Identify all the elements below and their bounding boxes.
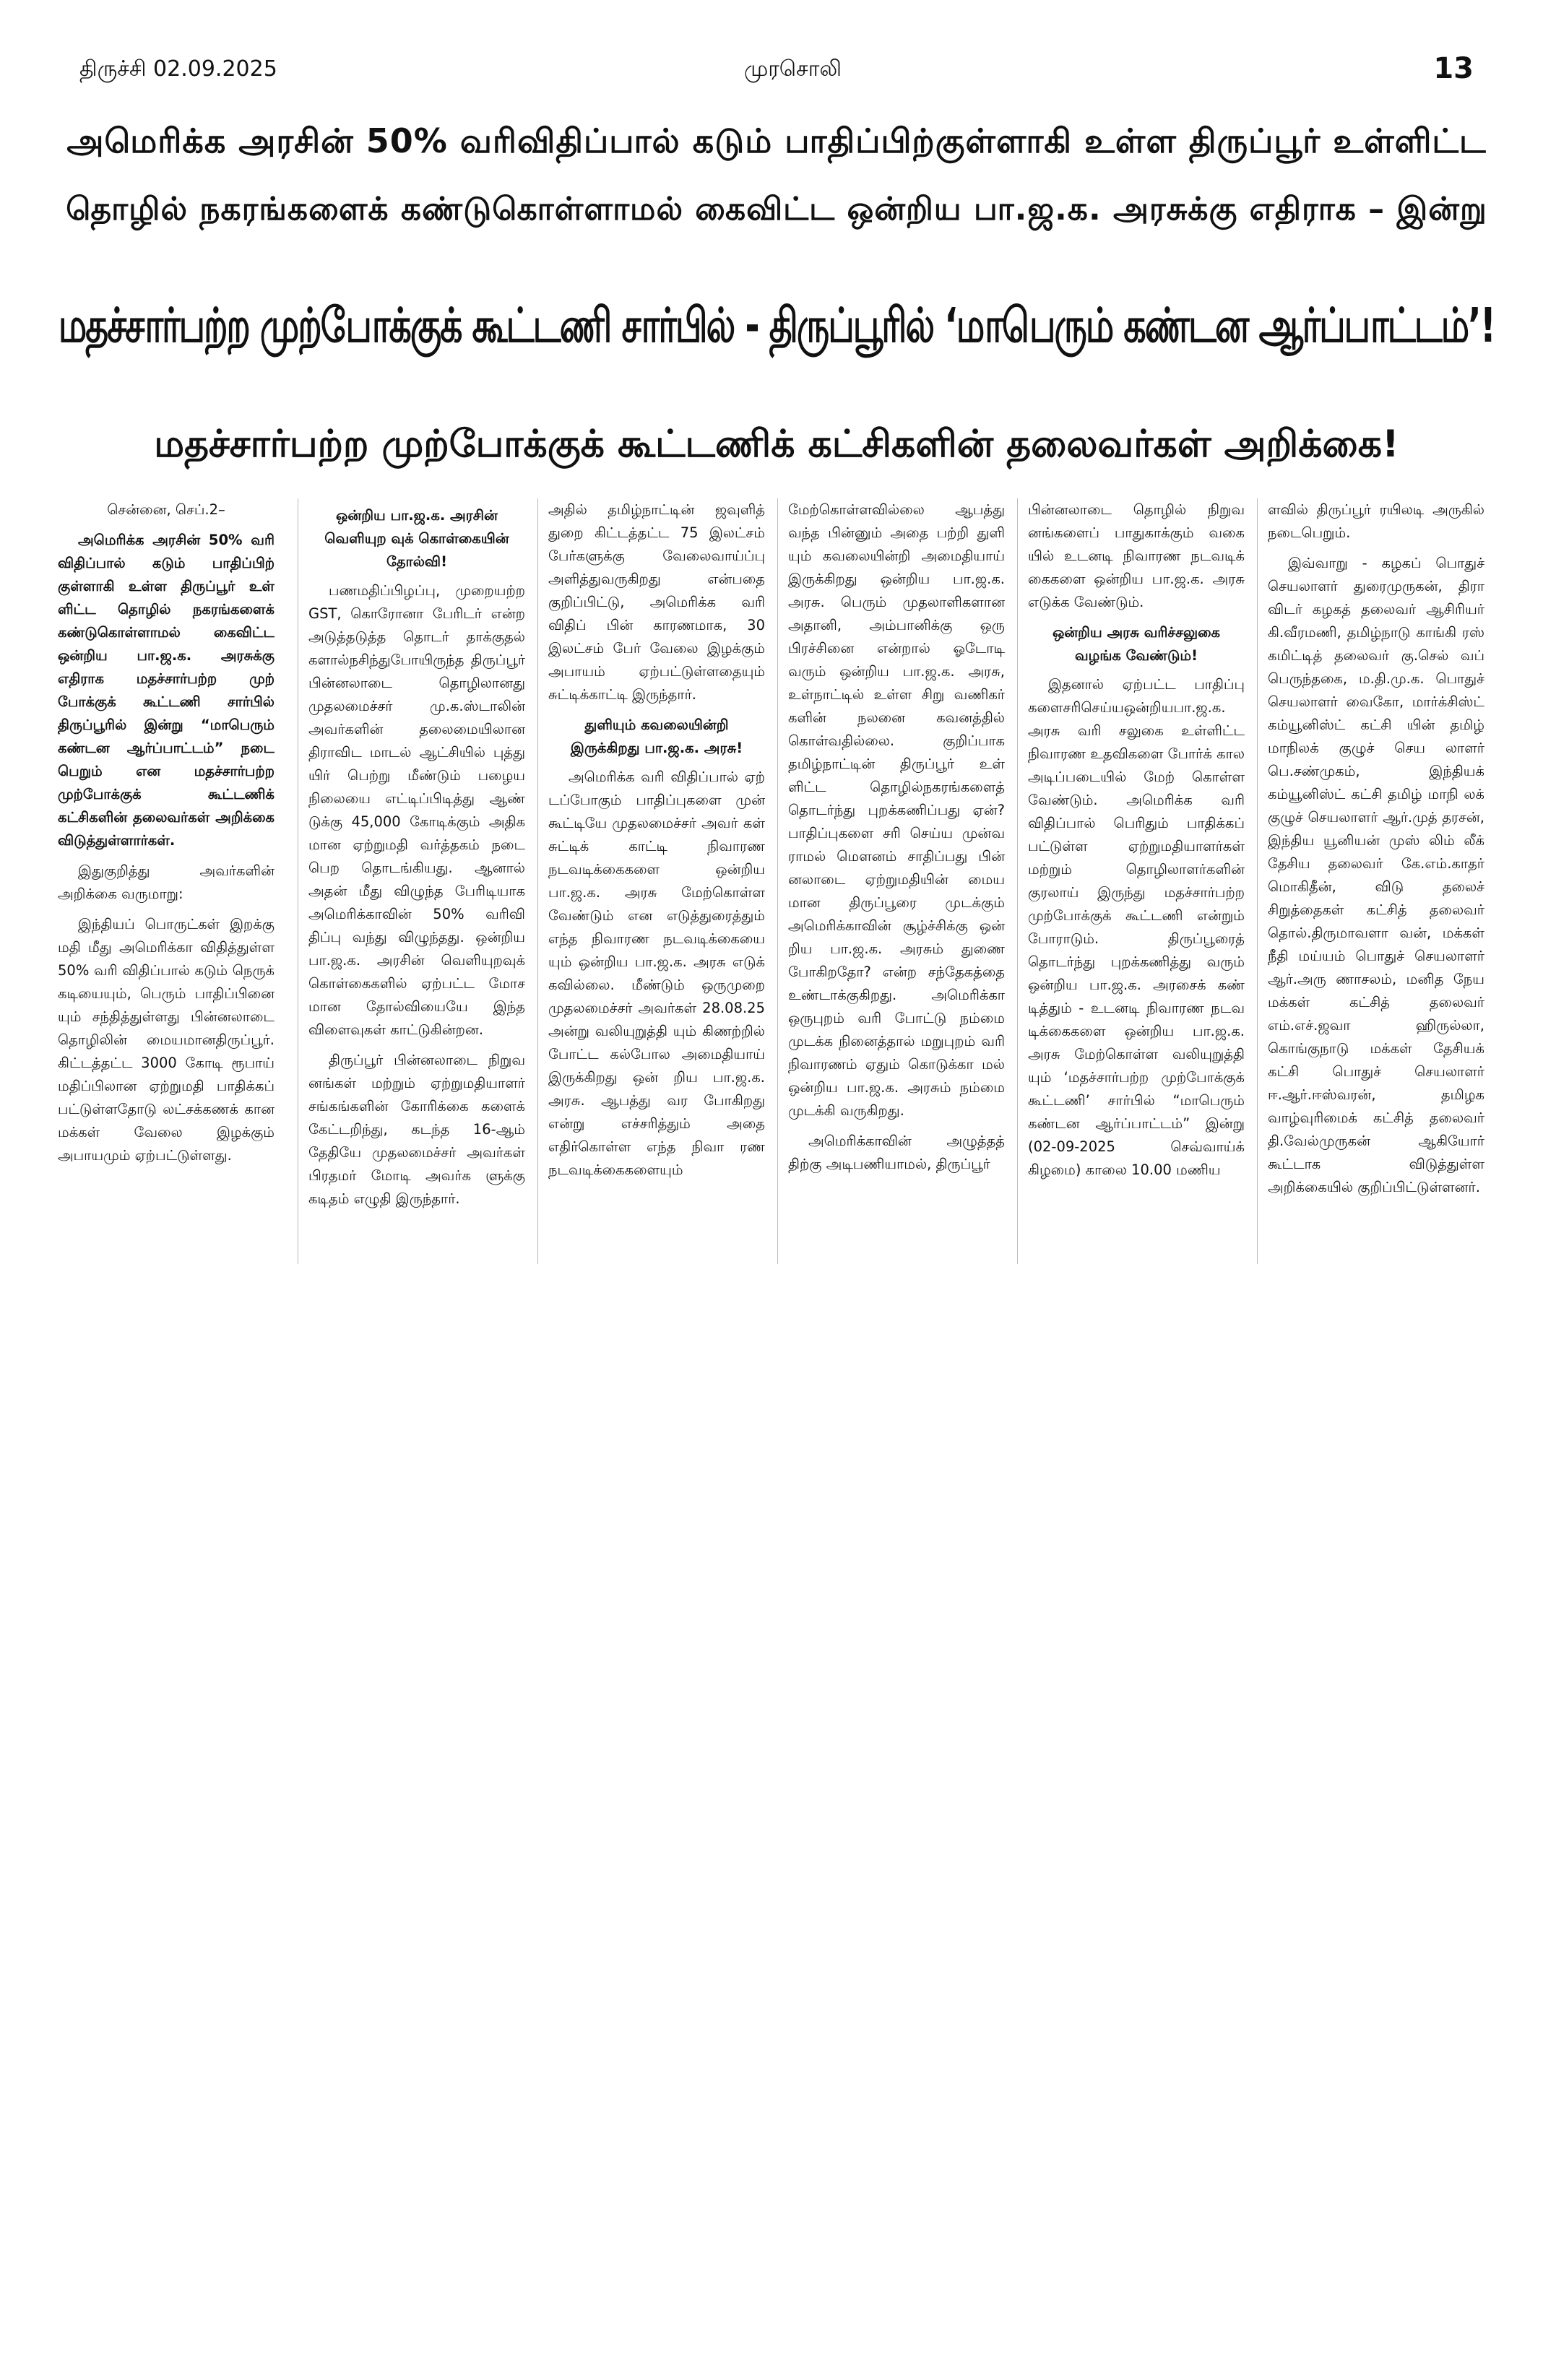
paper-name: முரசொலி: [744, 56, 842, 82]
masthead: [79, 52, 1474, 92]
paragraph: அதில் தமிழ்நாட்டின் ஜவுளித் துறை கிட்டத்தட்ட 75 இலட்சம் பேர்களுக்கு வேலைவாய்ப்பு அளித்துவருகிறது என்பதை குறிப்பிட்டு, அமெரிக்க வரி விதிப் பின் காரணமாக, 30 இலட்சம் பேர் வேலை இழக்கும் அபாயம் ஏற்பட்டுள்ளதையும் சுட்டிக்காட்டி இருந்தார்.: [548, 501, 765, 703]
page-number: 13: [1433, 52, 1474, 85]
subheadline: மதச்சார்பற்ற முற்போக்குக் கூட்டணிக் கட்சிகளின் தலைவர்கள் அறிக்கை!: [154, 423, 1399, 466]
paragraph: இதனால் ஏற்பட்ட பாதிப்பு களைசரிசெய்யஒன்றியபா.ஜ.க. அரசு வரி சலுகை உள்ளிட்ட நிவாரண உதவிகளை போர்க் கால அடிப்படையில் மேற் கொள்ள வேண்டும். அமெரிக்க வரி விதிப்பால் பெரிதும் பாதிக்கப் பட்டுள்ள ஏற்றுமதியாளர்கள் மற்றும் தொழிலாளர்களின் குரலாய் இருந்து மதச்சார்பற்ற முற்போக்குக் கூட்டணி என்றும் போராடும். திருப்பூரைத் தொடர்ந்து புறக்கணித்து வரும் ஒன்றிய பா.ஜ.க. அரசைக் கண் டித்தும் - உடனடி நிவாரண நடவ டிக்கைகளை ஒன்றிய பா.ஜ.க. அரசு மேற்கொள்ள வலியுறுத்தி யும் ‘மதச்சார்பற்ற முற்போக்குக் கூட்டணி’ சார்பில் “மாபெரும் கண்டன ஆர்ப்பாட்டம்” இன்று (02-09-2025 செவ்வாய்க் கிழமை) காலை 10.00 மணிய: [1028, 676, 1245, 1178]
article-column-1: [58, 498, 275, 1264]
headline-main: மதச்சார்பற்ற முற்போக்குக் கூட்டணி சார்பில் - திருப்பூரில் ‘மாபெரும் கண்டன ஆர்ப்பாட்டம்’!: [58, 298, 1495, 354]
article-body: [58, 498, 1495, 1264]
article-lead: அமெரிக்க அரசின் 50% வரி விதிப்பால் கடும் பாதிப்பிற் குள்ளாகி உள்ள திருப்பூர் உள் ளிட்ட தொழில் நகரங்களைக் கண்டுகொள்ளாமல் கைவிட்ட ஒன்றிய பா.ஜ.க. அரசுக்கு எதிராக மதச்சார்பற்ற முற் போக்குக் கூட்டணி சார்பில் திருப்பூரில் இன்று “மாபெரும் கண்டன ஆர்ப்பாட்டம்” நடை பெறும் என மதச்சார்பற்ற முற்போக்குக் கூட்டணிக் கட்சிகளின் தலைவர்கள் அறிக்கை விடுத்துள்ளார்கள்.: [58, 532, 275, 849]
paragraph: ளவில் திருப்பூர் ரயிலடி அருகில் நடைபெறும்.: [1268, 501, 1484, 541]
headline-line-2: தொழில் நகரங்களைக் கண்டுகொள்ளாமல் கைவிட்ட ஒன்றிய பா.ஜ.க. அரசுக்கு எதிராக – இன்று: [66, 191, 1487, 228]
section-subhead: துளியும் கவலையின்றி இருக்கிறது பா.ஜ.க. அரசு!: [570, 717, 743, 756]
paragraph: அமெரிக்க வரி விதிப்பால் ஏற் டப்போகும் பாதிப்புகளை முன் கூட்டியே முதலமைச்சர் அவர் கள் சுட்டிக் காட்டி நிவாரண நடவடிக்கைகளை ஒன்றிய பா.ஜ.க. அரசு மேற்கொள்ள வேண்டும் என எடுத்துரைத்தும் எந்த நிவாரண நடவடிக்கையை யும் ஒன்றிய பா.ஜ.க. அரசு எடுக் கவில்லை. மீண்டும் ஒருமுறை முதலமைச்சர் அவர்கள் 28.08.25 அன்று வலியுறுத்தி யும் கிணற்றில் போட்ட கல்போல அமைதியாய் இருக்கிறது ஒன் றிய பா.ஜ.க. அரசு. ஆபத்து வர போகிறது என்று எச்சரித்தும் அதை எதிர்கொள்ள எந்த நிவா ரண நடவடிக்கைகளையும்: [548, 769, 765, 1178]
headline-line-1: அமெரிக்க அரசின் 50% வரிவிதிப்பால் கடும் பாதிப்பிற்குள்ளாகி உள்ள திருப்பூர் உள்ளிட்ட: [66, 121, 1487, 160]
article-column-4: [777, 498, 1005, 1264]
paragraph: பின்னலாடை தொழில் நிறுவ னங்களைப் பாதுகாக்கும் வகை யில் உடனடி நிவாரண நடவடிக் கைகளை ஒன்றிய பா.ஜ.க. அரசு எடுக்க வேண்டும்.: [1028, 501, 1245, 610]
paragraph: மேற்கொள்ளவில்லை ஆபத்து வந்த பின்னும் அதை பற்றி துளி யும் கவலையின்றி அமைதியாய் இருக்கிறது ஒன்றிய பா.ஜ.க. அரசு. பெரும் முதலாளிகளான அதானி, அம்பானிக்கு ஒரு பிரச்சினை என்றால் ஓடோடி வரும் ஒன்றிய பா.ஜ.க. அரசு, உள்நாட்டில் உள்ள சிறு வணிகர் களின் நலனை கவனத்தில் கொள்வதில்லை. குறிப்பாக தமிழ்நாட்டின் திருப்பூர் உள் ளிட்ட தொழில்நகரங்களைத் தொடர்ந்து புறக்கணிப்பது ஏன்? பாதிப்புகளை சரி செய்ய முன்வ ராமல் மௌனம் சாதிப்பது பின் னலாடை ஏற்றுமதியின் மைய மான திருப்பூரை முடக்கும் அமெரிக்காவின் சூழ்ச்சிக்கு ஒன் றிய பா.ஜ.க. அரசும் துணை போகிறதோ? என்ற சந்தேகத்தை உண்டாக்குகிறது. அமெரிக்கா ஒருபுறம் வரி போட்டு நம்மை முடக்க நினைத்தால் மறுபுறம் வரி நிவாரணம் ஏதும் கொடுக்கா மல் ஒன்றிய பா.ஜ.க. அரசும் நம்மை முடக்கி வருகிறது.: [788, 501, 1005, 1119]
city-date: திருச்சி 02.09.2025: [79, 56, 277, 82]
article-column-3: [537, 498, 765, 1264]
paragraph: அமெரிக்காவின் அழுத்தத் திற்கு அடிபணியாமல், திருப்பூர்: [788, 1133, 1005, 1172]
paragraph: இவ்வாறு - கழகப் பொதுச் செயலாளர் துரைமுருகன், திரா விடர் கழகத் தலைவர் ஆசிரியர் கி.வீரமணி, தமிழ்நாடு காங்கி ரஸ் கமிட்டித் தலைவர் கு.செல் வப் பெருந்தகை, ம.தி.மு.க. பொதுச் செயலாளர் வைகோ, மார்க்சிஸ்ட் கம்யூனிஸ்ட் கட்சி யின் தமிழ் மாநிலக் குழுச் செய லாளர் பெ.சண்முகம், இந்தியக் கம்யூனிஸ்ட் கட்சி தமிழ் மாநி லக் குழுச் செயலாளர் ஆர்.முத் தரசன், இந்திய யூனியன் முஸ் லிம் லீக் தேசிய தலைவர் கே.எம்.காதர் மொகிதீன், விடு தலைச் சிறுத்தைகள் கட்சித் தலைவர் தொல்.திருமாவளா வன், மக்கள் நீதி மய்யம் பொதுச் செயலாளர் ஆர்.அரு ணாசலம், மனித நேய மக்கள் கட்சித் தலைவர் எம்.எச்.ஜவா ஹிருல்லா, கொங்குநாடு மக்கள் தேசியக் கட்சி பொதுச் செயலாளர் ஈ.ஆர்.ஈஸ்வரன், தமிழக வாழ்வுரிமைக் கட்சித் தலைவர் தி.வேல்முருகன் ஆகியோர் கூட்டாக விடுத்துள்ள அறிக்கையில் குறிப்பிட்டுள்ளனர்.: [1268, 555, 1484, 1195]
paragraph: பணமதிப்பிழப்பு, முறையற்ற GST, கொரோனா பேரிடர் என்ற அடுத்தடுத்த தொடர் தாக்குதல் களால்நசிந்துபோயிருந்த திருப்பூர் பின்னலாடை தொழிலானது முதலமைச்சர் மு.க.ஸ்டாலின் அவர்களின் தலைமையிலான திராவிட மாடல் ஆட்சியில் புத்து யிர் பெற்று மீண்டும் பழைய நிலையை எட்டிப்பிடித்து ஆண் டுக்கு 45,000 கோடிக்கும் அதிக மான ஏற்றுமதி வர்த்தகம் நடை பெற தொடங்கியது. ஆனால் அதன் மீது விழுந்த பேரிடியாக அமெரிக்காவின் 50% வரிவி திப்பு வந்து விழுந்தது. ஒன்றிய பா.ஜ.க. அரசின் வெளியுறவுக் கொள்கைகளில் ஏற்பட்ட மோச மான தோல்வியையே இந்த விளைவுகள் காட்டுகின்றன.: [308, 582, 525, 1038]
paragraph: திருப்பூர் பின்னலாடை நிறுவ னங்கள் மற்றும் ஏற்றுமதியாளர் சங்கங்களின் கோரிக்கை களைக் கேட்டறிந்து, கடந்த 16-ஆம் தேதியே முதலமைச்சர் அவர்கள் பிரதமர் மோடி அவர்க ளுக்கு கடிதம் எழுதி இருந்தார்.: [308, 1052, 525, 1207]
section-subhead: ஒன்றிய அரசு வரிச்சலுகை வழங்க வேண்டும்!: [1052, 624, 1221, 664]
article-column-6: [1257, 498, 1484, 1264]
paragraph: இதுகுறித்து அவர்களின் அறிக்கை வருமாறு:: [58, 862, 275, 902]
section-subhead: ஒன்றிய பா.ஜ.க. அரசின் வெளியுற வுக் கொள்கையின் தோல்வி!: [324, 507, 509, 570]
article-column-5: [1017, 498, 1245, 1264]
paragraph: இந்தியப் பொருட்கள் இறக்கு மதி மீது அமெரிக்கா விதித்துள்ள 50% வரி விதிப்பால் கடும் நெருக் கடியையும், பெரும் பாதிப்பினை யும் சந்தித்துள்ளது பின்னலாடை தொழிலின் மையமானதிருப்பூர். கிட்டத்தட்ட 3000 கோடி ரூபாய் மதிப்பிலான ஏற்றுமதி பாதிக்கப் பட்டுள்ளதோடு லட்சக்கணக் கான மக்கள் வேலை இழக்கும் அபாயமும் ஏற்பட்டுள்ளது.: [58, 916, 275, 1164]
dateline: சென்னை, செப்.2–: [107, 501, 225, 518]
article-column-2: [298, 498, 525, 1264]
